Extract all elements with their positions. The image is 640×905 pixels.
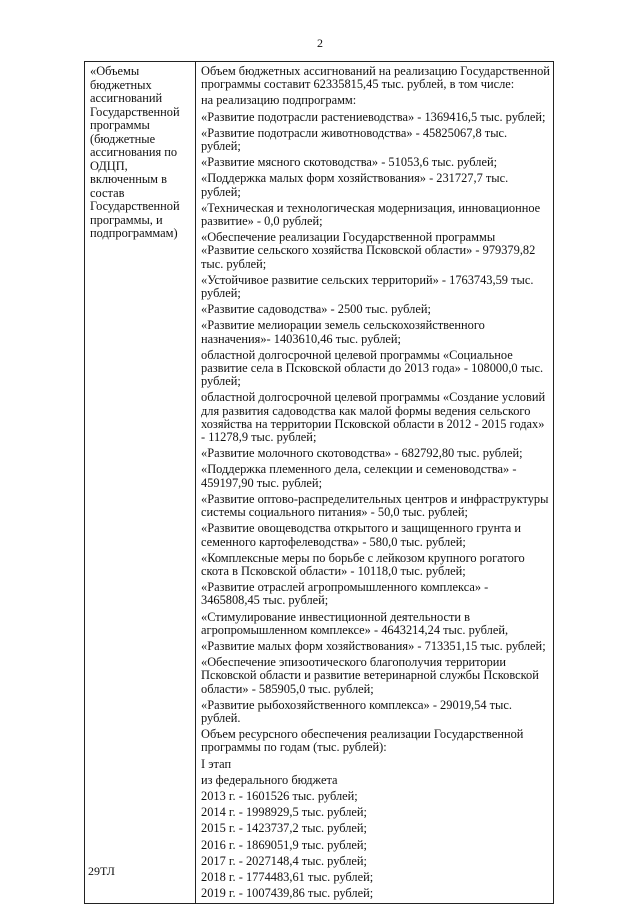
page-number: 2 [317, 36, 323, 50]
paragraph: «Обеспечение реализации Государственной программы «Развитие сельского хозяйства Псковской области» - 979379,82 тыс. рублей; [201, 230, 536, 271]
paragraph: 2014 г. - 1998929,5 тыс. рублей; [201, 805, 367, 820]
paragraph: I этап [201, 756, 232, 771]
paragraph-list [201, 65, 550, 900]
paragraph: «Развитие рыбохозяйственного комплекса» - 29019,54 тыс. рублей. [201, 697, 512, 725]
footer-code: 29ТЛ [88, 864, 115, 878]
paragraph: Объем бюджетных ассигнований на реализацию Государственной программы составит 62335815,45 тыс. рублей, в том числе: [201, 64, 550, 92]
paragraph: «Развитие мелиорации земель сельскохозяйственного назначения»- 1403610,46 тыс. рублей; [201, 318, 485, 346]
paragraph: «Устойчивое развитие сельских территорий» - 1763743,59 тыс. рублей; [201, 272, 534, 301]
paragraph: «Стимулирование инвестиционной деятельности в агропромышленном комплексе» - 4643214,24 тыс. рублей, [201, 609, 509, 637]
paragraph: «Развитие овощеводства открытого и защищенного грунта и семенного картофелеводства» - 580,0 тыс. рублей; [201, 521, 522, 549]
paragraph: «Развитие отраслей агропромышленного комплекса» - 3465808,45 тыс. рублей; [201, 580, 489, 608]
paragraph: «Развитие малых форм хозяйствования» - 713351,15 тыс. рублей; [201, 638, 546, 653]
paragraph: 2015 г. - 1423737,2 тыс. рублей; [201, 821, 367, 836]
paragraph: «Комплексные меры по борьбе с лейкозом крупного рогатого скота в Псковской области» - 10118,0 тыс. рублей; [201, 550, 525, 578]
paragraph: областной долгосрочной целевой программы «Создание условий для развития садоводства как малой формы ведения сельского хозяйства на территории Псковской области в 2012 - 2015 годах» - 11278,9 тыс. рублей; [201, 390, 546, 445]
paragraph: «Поддержка племенного дела, селекции и семеноводства» - 459197,90 тыс. рублей; [201, 462, 517, 490]
table-row [85, 62, 554, 904]
paragraph: 2019 г. - 1007439,86 тыс. рублей; [201, 886, 374, 901]
budget-table [84, 61, 554, 904]
paragraph: из федерального бюджета [201, 772, 338, 787]
row-label-cell [85, 62, 196, 904]
row-label: «Объемы бюджетных ассигнований Государственной программы (бюджетные ассигнования по ОДЦП, включенным в состав Государственной программы, и подпрограммам) [90, 64, 180, 240]
paragraph: 2013 г. - 1601526 тыс. рублей; [201, 788, 358, 803]
paragraph: 2017 г. - 2027148,4 тыс. рублей; [201, 853, 367, 868]
paragraph: «Развитие молочного скотоводства» - 682792,80 тыс. рублей; [201, 446, 523, 461]
paragraph: «Развитие подотрасли животноводства» - 45825067,8 тыс. рублей; [201, 125, 508, 154]
paragraph: «Обеспечение эпизоотического благополучия территории Псковской области и развитие ветеринарной службы Псковской области» - 585905,0 тыс. рублей; [201, 655, 539, 696]
paragraph: на реализацию подпрограмм: [201, 93, 357, 108]
paragraph: «Развитие оптово-распределительных центров и инфраструктуры системы социального питания» - 50,0 тыс. рублей; [201, 491, 549, 520]
paragraph: «Поддержка малых форм хозяйствования» - 231727,7 тыс. рублей; [201, 171, 509, 199]
paragraph: «Развитие мясного скотоводства» - 51053,6 тыс. рублей; [201, 155, 498, 170]
paragraph: областной долгосрочной целевой программы «Социальное развитие села в Псковской области до 2013 года» - 108000,0 тыс. рублей; [201, 347, 544, 389]
paragraph: 2016 г. - 1869051,9 тыс. рублей; [201, 837, 367, 852]
paragraph: «Развитие садоводства» - 2500 тыс. рублей; [201, 302, 431, 317]
paragraph: Объем ресурсного обеспечения реализации Государственной программы по годам (тыс. рублей): [201, 727, 524, 755]
row-content-cell [196, 62, 554, 904]
paragraph: «Развитие подотрасли растениеводства» - 1369416,5 тыс. рублей; [201, 109, 546, 124]
paragraph: 2018 г. - 1774483,61 тыс. рублей; [201, 869, 374, 884]
paragraph: «Техническая и технологическая модернизация, инновационное развитие» - 0,0 рублей; [201, 200, 541, 229]
